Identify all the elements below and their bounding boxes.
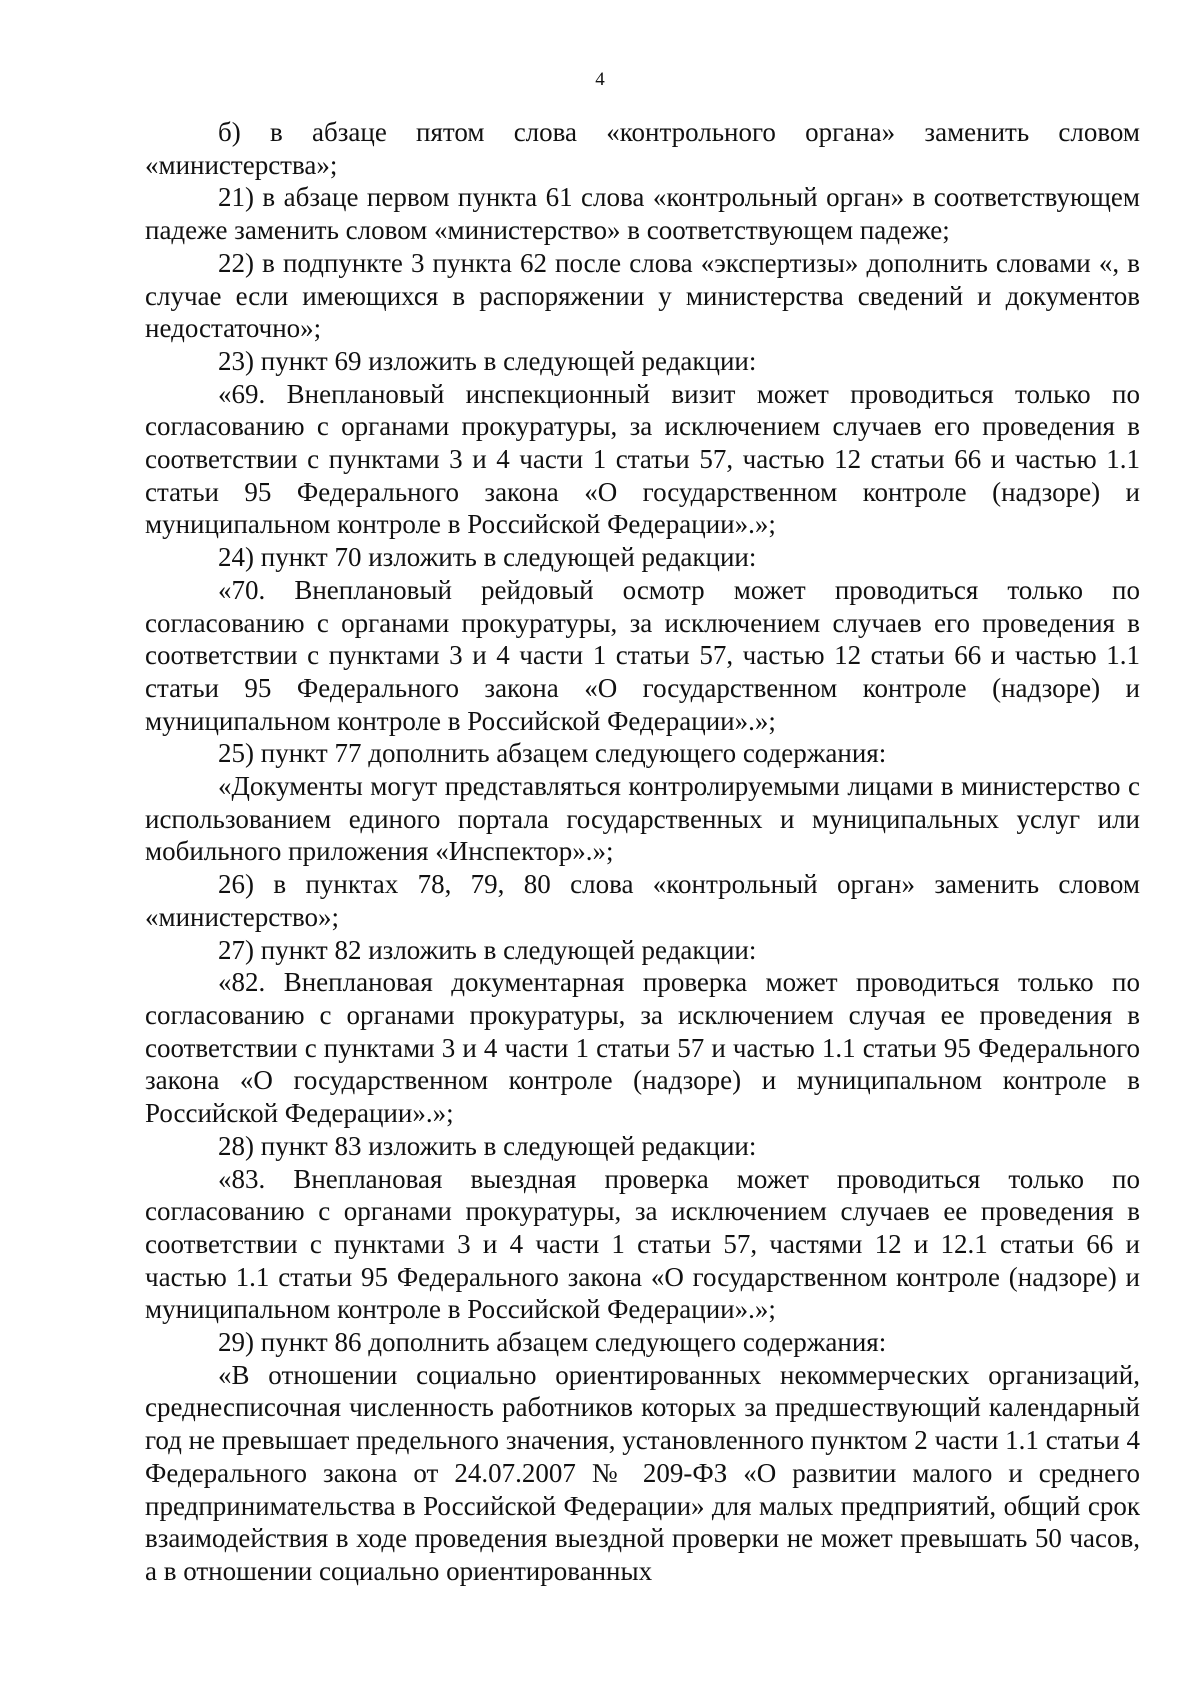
page-number: 4 <box>595 69 605 90</box>
paragraph: 24) пункт 70 изложить в следующей редакции: <box>218 542 757 573</box>
paragraph: «Документы могут представляться контролируемыми лицами в министерство с использованием единого портала государственных и муниципальных услуг или мобильного приложения «Инспектор».»; <box>145 771 1140 867</box>
paragraph: 27) пункт 82 изложить в следующей редакции: <box>218 934 757 965</box>
paragraph: «В отношении социально ориентированных некоммерческих организаций, среднесписочная численность работников которых за предшествующий календарный год не превышает предельного значения, установленного пунктом 2 части 1.1 статьи 4 Федерального закона от 24.07.2007 № 209-ФЗ «О развитии малого и среднего предпринимательства в Российской Федерации» для малых предприятий, общий срок взаимодействия в ходе проведения выездной проверки не может превышать 50 часов, а в отношении социально ориентированных <box>145 1359 1140 1586</box>
paragraph: 25) пункт 77 дополнить абзацем следующего содержания: <box>218 738 887 769</box>
paragraph: 22) в подпункте 3 пункта 62 после слова «экспертизы» дополнить словами «, в случае если имеющихся в распоряжении у министерства сведений и документов недостаточно»; <box>145 247 1140 344</box>
paragraph: «82. Внеплановая документарная проверка может проводиться только по согласованию с органами прокуратуры, за исключением случая ее проведения в соответствии с пунктами 3 и 4 части 1 статьи 57 и частью 1.1 статьи 95 Федерального закона «О государственном контроле (надзоре) и муниципальном контроле в Российской Федерации».»; <box>145 967 1140 1129</box>
paragraph: 29) пункт 86 дополнить абзацем следующего содержания: <box>218 1327 887 1358</box>
paragraph: 23) пункт 69 изложить в следующей редакции: <box>218 345 757 376</box>
paragraph: 21) в абзаце первом пункта 61 слова «контрольный орган» в соответствующем падеже заменить словом «министерство» в соответствующем падеже; <box>145 182 1140 246</box>
paragraph: «70. Внеплановый рейдовый осмотр может проводиться только по согласованию с органами прокуратуры, за исключением случаев его проведения в соответствии с пунктами 3 и 4 части 1 статьи 57, частью 12 статьи 66 и частью 1.1 статьи 95 Федерального закона «О государственном контроле (надзоре) и муниципальном контроле в Российской Федерации».»; <box>145 574 1140 736</box>
paragraph: б) в абзаце пятом слова «контрольного органа» заменить словом «министерства»; <box>145 117 1140 180</box>
paragraph: 28) пункт 83 изложить в следующей редакции: <box>218 1130 757 1161</box>
paragraph: «83. Внеплановая выездная проверка может проводиться только по согласованию с органами прокуратуры, за исключением случаев ее проведения в соответствии с пунктами 3 и 4 части 1 статьи 57, частями 12 и 12.1 статьи 66 и частью 1.1 статьи 95 Федерального закона «О государственном контроле (надзоре) и муниципальном контроле в Российской Федерации».»; <box>145 1163 1140 1325</box>
paragraph: 26) в пунктах 78, 79, 80 слова «контрольный орган» заменить словом «министерство»; <box>145 869 1140 932</box>
document-body <box>145 116 1140 1588</box>
paragraph: «69. Внеплановый инспекционный визит может проводиться только по согласованию с органами прокуратуры, за исключением случаев его проведения в соответствии с пунктами 3 и 4 части 1 статьи 57, частью 12 статьи 66 и частью 1.1 статьи 95 Федерального закона «О государственном контроле (надзоре) и муниципальном контроле в Российской Федерации».»; <box>145 378 1140 540</box>
